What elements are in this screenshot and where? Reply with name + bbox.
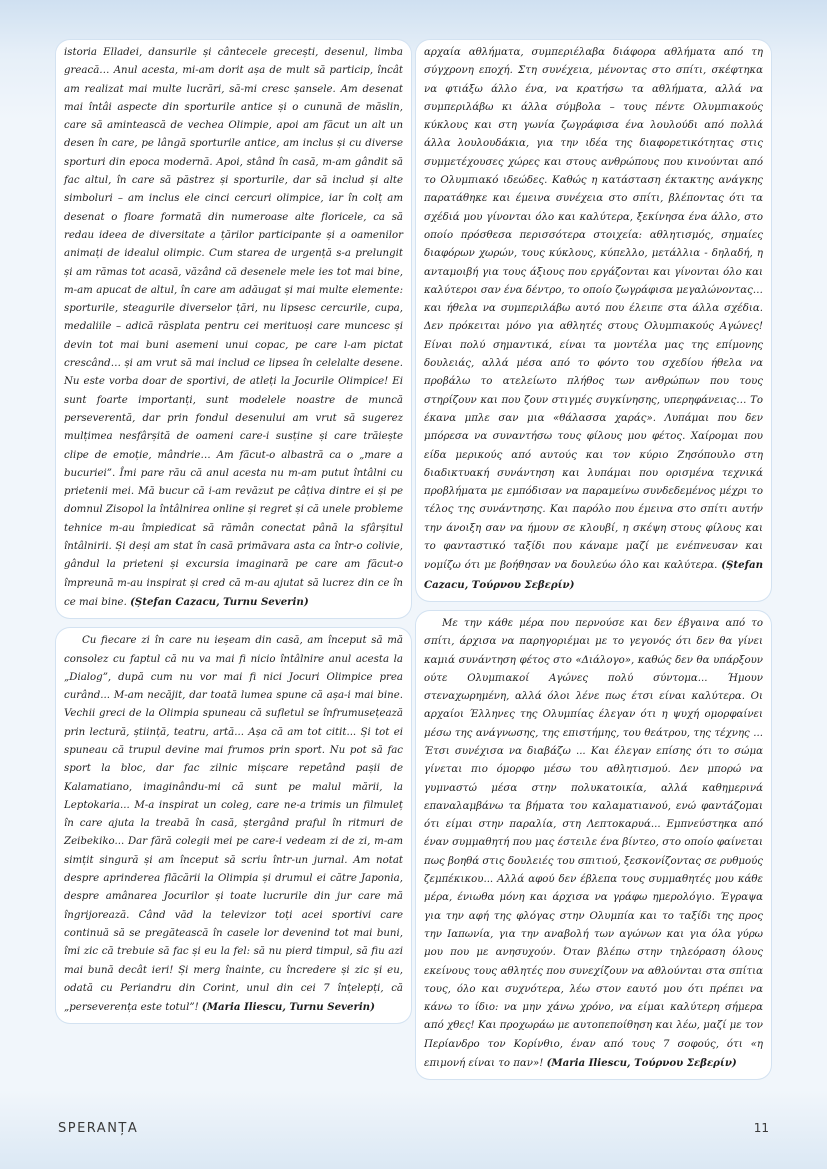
greek-text-block-1 — [416, 40, 771, 601]
paragraph — [424, 44, 763, 595]
right-column — [416, 40, 771, 1079]
author-signature: (Ștefan Cazacu, Turnu Severin) — [130, 595, 309, 608]
paragraph-text: Με την κάθε μέρα που περνούσε και δεν έβγαινα από το σπίτι, άρχισα να παρηγοριέμαι με το γεγονός ότι δεν θα γίνει καμιά συνάντηση φέτος στο «Διάλογο», καθώς δεν θα υπάρξουν ούτε Ολυμπιακοί Αγώνες πολύ σύντομα... Ήμουν στεναχωρημένη, αλλά όλοι λένε πως έτσι είναι καλύτερα. Οι αρχαίοι Έλληνες της Ολυμπίας έλεγαν ότι η ψυχή ομορφαίνει μέσω της ανάγνωσης, της επιστήμης, του θεάτρου, της τέχνης ... Έτσι συνέχισα να διαβάζω ... Και έλεγαν επίσης ότι το σώμα γίνεται πιο όμορφο μέσω του αθλητισμού. Δεν μπορώ να γυμναστώ μέσα στην πολυκατοικία, αλλά καθημερινά επαναλαμβάνω τα βήματα του καλαματιανού, ενώ φαντάζομαι ότι είμαι στην παραλία, στη Λεπτοκαρυά... Εμπνεύστηκα από έναν συμμαθητή που μας έστειλε ένα βίντεο, στο οποίο φαίνεται πως βοηθά στις δουλειές του σπιτιού, ξεσκονίζοντας σε ρυθμούς ζεμπέκικου... Αλλά αφού δεν έβλεπα τους συμμαθητές μου κάθε μέρα, ένιωθα μόνη και άρχισα να γράφω ημερολόγιο. Έγραψα για την αφή της φλόγας στην Ολυμπία και το ταξίδι της προς την Ιαπωνία, για την αναβολή των αγώνων και για όλα γύρω μου που με ανησυχούν. Όταν βλέπω στην τηλεόραση όλους εκείνους τους αθλητές που συνεχίζουν να αθλούνται στα σπίτια τους, όλο και συχνότερα, λέω στον εαυτό μου ότι πρέπει να κάνω το ίδιο: να μην χάνω χρόνο, να είμαι καλύτερη σήμερα από χθες! Και προχωράω με αυτοπεποίθηση και λέω, μαζί με τον Περίανδρο τον Κορίνθιο, έναν από τους 7 σοφούς, ότι «η επιμονή είναι το παν»! — [424, 617, 763, 1070]
left-column — [56, 40, 411, 1023]
paragraph — [64, 44, 403, 612]
page-number: 11 — [753, 1121, 769, 1135]
paragraph — [424, 615, 763, 1073]
author-signature: (Maria Iliescu, Τούρνου Σεβερίν) — [546, 1057, 737, 1070]
paragraph-text: istoria Elladei, dansurile și cântecele grecești, desenul, limba greacă… Anul acesta, mi-am dorit așa de mult să particip, încât am realizat mai multe lucrări, să-mi cresc șansele. Am desenat mai întâi aspecte din sporturile antice și o cunună de măslin, care să amintească de vechea Olimpie, apoi am făcut un alt un desen în care, pe lângă sporturile antice, am inclus și cu diverse sporturi din epoca modernă. Apoi, stând în casă, m-am gândit să fac altul, în care să păstrez și sporturile, dar să includ și alte simboluri – am inclus ele cinci cercuri olimpice, iar în colț am desenat o floare formată din numeroase alte floricele, ca să redau ideea de diversitate a țărilor participante și a oamenilor animați de idealul olimpic. Cum starea de urgență s-a prelungit și am rămas tot acasă, văzând că desenele mele ies tot mai bine, m-am apucat de altul, în care am adăugat și mai multe elemente: sporturile, steagurile diverselor țări, nu lipsesc cercurile, cupa, medaliile – adică răsplata pentru cei merituoși care muncesc și devin tot mai buni asemeni unui copac, pe care l-am pictat crescând… și am vrut să mai includ ce lipsea în celelalte desene. Nu este vorba doar de sportivi, de atleți la Jocurile Olimpice! Ei sunt foarte importanți, sunt modelele noastre de muncă perseverentă, dar prin fondul desenului am vrut să sugerez mulțimea nesfârșită de oameni care-i susține și care trăiește clipe de emoție, mândrie… Am făcut-o albastră ca o „mare a bucuriei”. Îmi pare rău că anul acesta nu m-am putut întâlni cu prietenii mei. Mă bucur că i-am revăzut pe câțiva dintre ei și pe domnul Zisopol la întâlnirea online și regret și că unele probleme tehnice m-au împiedicat să rămân conectat până la sfârșitul întâlnirii. Și deși am stat în casă primăvara asta ca într-o colivie, gândul la prieteni și excursia imaginară pe care am făcut-o împreună m-au inspirat și cred că m-au ajutat să lucrez din ce în ce mai bine. — [64, 47, 403, 608]
paragraph-text: Cu fiecare zi în care nu ieșeam din casă, am început să mă consolez cu faptul că nu va mai fi nicio întâlnire anul acesta la „Dialog”, după cum nu vor mai fi nici Jocuri Olimpice prea curând... M-am necăjit, dar toată lumea spune că așa-i mai bine. Vechii greci de la Olimpia spuneau că sufletul se înfrumusețează prin lectură, știință, teatru, artă... Așa că am tot citit... Și tot ei spuneau că trupul devine mai frumos prin sport. Nu pot să fac sport la bloc, dar fac zilnic mișcare repetând pașii de Kalamatiano, imaginându-mi că sunt pe malul mării, la Leptokaria... M-a inspirat un coleg, care ne-a trimis un filmuleț în care ajuta la treabă în casă, ștergând praful în ritmuri de Zeibekiko... Dar fără colegii mei pe care-i vedeam zi de zi, m-am simțit singură și am început să scriu într-un jurnal. Am notat despre aprinderea flăcării la Olimpia și drumul ei către Japonia, despre amânarea Jocurilor și toate lucrurile din jur care mă îngrijorează. Când văd la televizor toți acei sportivi care continuă să se pregătească în casele lor devenind tot mai buni, îmi zic că trebuie să fac și eu la fel: să nu pierd timpul, să fiu azi mai bună decât ieri! Și merg înainte, cu încredere și zic și eu, odată cu Periandru din Corint, unul din cei 7 înțelepți, că „perseverența este totul”! — [64, 635, 403, 1014]
romanian-text-block-2 — [56, 628, 411, 1023]
romanian-text-block-1 — [56, 40, 411, 618]
paragraph-text: αρχαία αθλήματα, συμπεριέλαβα διάφορα αθλήματα από τη σύγχρονη εποχή. Στη συνέχεια, μένοντας στο σπίτι, σκέφτηκα να φτιάξω άλλο ένα, να κρατήσω τα αθλήματα, αλλά να συμπεριλάβω κι άλλα σύμβολα – τους πέντε Ολυμπιακούς κύκλους και στη γωνία ζωγράφισα ένα λουλούδι από πολλά άλλα λουλουδάκια, για την ιδέα της διαφορετικότητας στις συμμετέχουσες χώρες και στους ανθρώπους που κινούνται από το Ολυμπιακό ιδεώδες. Καθώς η κατάσταση έκτακτης ανάγκης παρατάθηκε και έμεινα συνέχεια στο σπίτι, βλέποντας ότι τα σχέδιά μου γίνονται όλο και καλύτερα, ξεκίνησα ένα άλλο, στο οποίο πρόσθεσα περισσότερα στοιχεία: αθλητισμός, σημαίες διαφόρων χωρών, τους κύκλους, κύπελλο, μετάλλια - δηλαδή, η ανταμοιβή για τους άξιους που εργάζονται και γίνονται όλο και καλύτεροι σαν ένα δέντρο, το οποίο ζωγράφισα μεγαλώνοντας… και ήθελα να συμπεριλάβω αυτό που έλειπε στα άλλα σχέδια. Δεν πρόκειται μόνο για αθλητές στους Ολυμπιακούς Αγώνες! Είναι πολύ σημαντικά, είναι τα μοντέλα μας της επίμονης δουλειάς, αλλά μέσα από το φόντο του σχεδίου ήθελα να προβάλω το ατελείωτο πλήθος των ανθρώπων που τους στηρίζουν και που ζουν στιγμές συγκίνησης, υπερηφάνειας… Το έκανα μπλε σαν μια «θάλασσα χαράς». Λυπάμαι που δεν μπόρεσα να συναντήσω τους φίλους μου φέτος. Χαίρομαι που είδα μερικούς από αυτούς και τον κύριο Ζησόπουλο στη διαδικτυακή συνάντηση και λυπάμαι που ορισμένα τεχνικά προβλήματα με εμπόδισαν να παραμείνω συνδεδεμένος μέχρι το τέλος της συνάντησης. Και παρόλο που έμεινα στο σπίτι αυτήν την άνοιξη σαν να ήμουν σε κλουβί, η σκέψη στους φίλους και το φανταστικό ταξίδι που κάναμε μαζί με ενέπνευσαν και νομίζω ότι με βοήθησαν να δουλεύω όλο και καλύτερα. — [424, 47, 763, 572]
magazine-name: SPERANȚA — [58, 1121, 139, 1136]
author-signature: (Maria Iliescu, Turnu Severin) — [201, 1001, 375, 1014]
paragraph — [64, 632, 403, 1017]
greek-text-block-2 — [416, 611, 771, 1079]
author-signature: (Ștefan Cazacu, Τούρνου Σεβερίν) — [424, 559, 763, 591]
